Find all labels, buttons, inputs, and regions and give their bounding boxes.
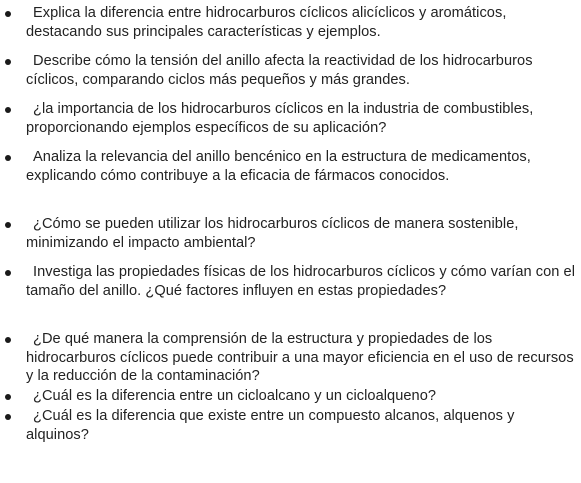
question-text: ¿De qué manera la comprensión de la estructura y propiedades de los hidrocarburos cíclicos puede contribuir a una mayor eficiencia en el uso de recursos y la reducción de la contaminación? <box>26 331 574 385</box>
bullet-icon <box>5 414 11 420</box>
question-text: ¿Cuál es la diferencia que existe entre un compuesto alcanos, alquenos y alquinos? <box>26 408 515 443</box>
question-text: ¿Cuál es la diferencia entre un cicloalcano y un cicloalqueno? <box>33 388 437 404</box>
question-text: Investiga las propiedades físicas de los hidrocarburos cíclicos y cómo varían con el tamaño del anillo. ¿Qué factores influyen en estas propiedades? <box>26 264 576 299</box>
bullet-icon <box>5 270 11 276</box>
question-text: ¿la importancia de los hidrocarburos cíclicos en la industria de combustibles, proporcionando ejemplos específicos de su aplicación? <box>26 101 534 136</box>
bullet-icon <box>5 11 11 17</box>
bullet-icon <box>5 155 11 161</box>
question-text: ¿Cómo se pueden utilizar los hidrocarburos cíclicos de manera sostenible, minimizando el impacto ambiental? <box>26 216 519 251</box>
question-text: Explica la diferencia entre hidrocarburos cíclicos alicíclicos y aromáticos, destacando sus principales características y ejemplos. <box>26 5 507 40</box>
bullet-icon <box>5 222 11 228</box>
question-text: Analiza la relevancia del anillo bencénico en la estructura de medicamentos, explicando cómo contribuye a la eficacia de fármacos conocidos. <box>26 149 531 184</box>
question-text: Describe cómo la tensión del anillo afecta la reactividad de los hidrocarburos cíclicos, comparando ciclos más pequeños y más grandes. <box>26 53 533 88</box>
bullet-icon <box>5 59 11 65</box>
bullet-icon <box>5 394 11 400</box>
bullet-icon <box>5 107 11 113</box>
bullet-icon <box>5 337 11 343</box>
